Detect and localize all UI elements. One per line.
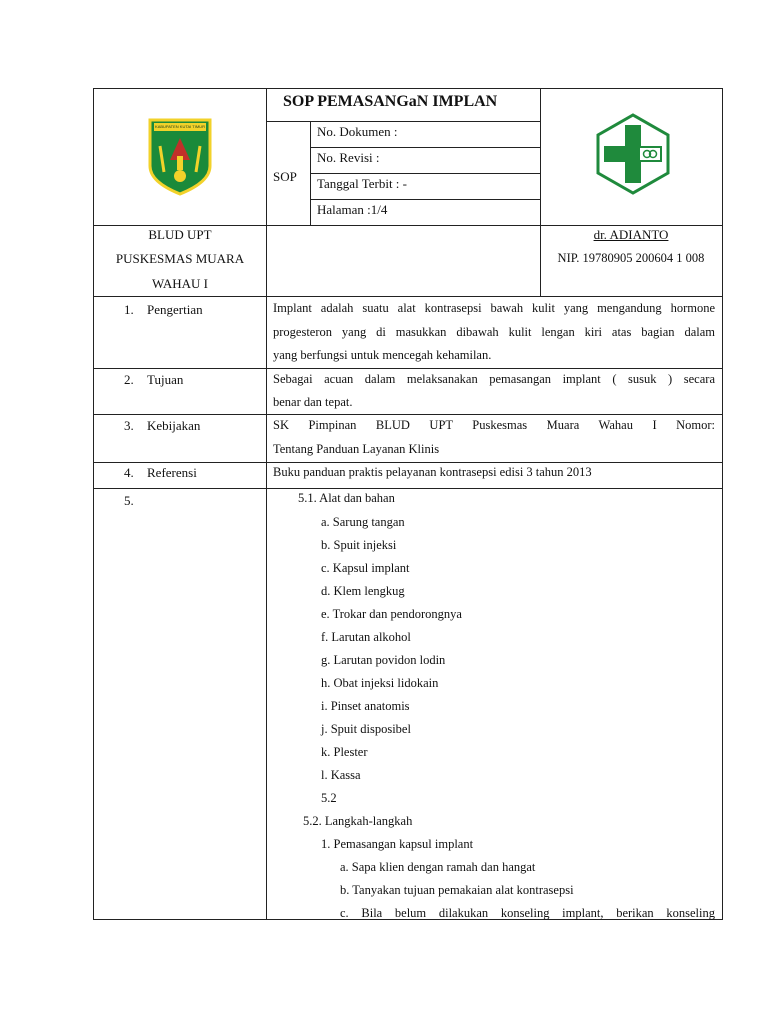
header-divider-left [266, 88, 267, 920]
substep-item: c. Bila belum dilakukan konseling implant, berikan konseling [340, 906, 715, 920]
row-text-line: benar dan tepat. [273, 395, 353, 409]
list-item: f. Larutan alkohol [321, 630, 411, 644]
table-border-top [93, 88, 723, 89]
signatory-nip: NIP. 19780905 200604 1 008 [557, 251, 705, 265]
list-item: j. Spuit disposibel [321, 722, 411, 736]
row-label: Kebijakan [147, 418, 201, 433]
header-bottom-line [93, 225, 723, 226]
row-text-line: Implant adalah suatu alat kontrasepsi bawah kulit yang mengandung hormone [273, 301, 715, 315]
sop-label: SOP [273, 169, 297, 184]
no-revisi: No. Revisi : [317, 150, 380, 165]
list-item: g. Larutan povidon lodin [321, 653, 446, 667]
meta-line-3 [310, 199, 540, 200]
row-text-line: yang berfungsi untuk mencegah kehamilan. [273, 348, 492, 362]
section-title-steps: 5.2. Langkah-langkah [303, 814, 413, 828]
row-line-2 [93, 414, 723, 415]
no-dokumen: No. Dokumen : [317, 124, 398, 139]
signatory-name: dr. ADIANTO [593, 227, 669, 242]
institution-bottom-line [93, 296, 723, 297]
meta-line-1 [310, 147, 540, 148]
substep-item: b. Tanyakan tujuan pemakaian alat kontrasepsi [340, 883, 574, 897]
table-border-left [93, 88, 94, 920]
list-item: a. Sarung tangan [321, 515, 405, 529]
substep-item: a. Sapa klien dengan ramah dan hangat [340, 860, 536, 874]
list-item: k. Plester [321, 745, 368, 759]
row-label: Tujuan [147, 372, 184, 387]
row-text-line: Tentang Panduan Layanan Klinis [273, 442, 440, 456]
row-number: 1. [124, 302, 134, 317]
row-text-line: SK Pimpinan BLUD UPT Puskesmas Muara Wahau I Nomor: [273, 418, 715, 432]
section-title-tools: 5.1. Alat dan bahan [298, 491, 395, 505]
row-number: 5. [124, 493, 134, 508]
table-border-right [722, 88, 723, 920]
list-item: c. Kapsul implant [321, 561, 410, 575]
regency-logo-text: KABUPATEN KUTAI TIMUR [155, 124, 205, 129]
row-text-line: Buku panduan praktis pelayanan kontrasepsi edisi 3 tahun 2013 [273, 465, 592, 479]
row-line-3 [93, 462, 723, 463]
row-label: Pengertian [147, 302, 203, 317]
list-item: e. Trokar dan pendorongnya [321, 607, 462, 621]
institution-line-3: WAHAU I [152, 276, 208, 291]
puskesmas-logo [595, 113, 671, 195]
row-number: 2. [124, 372, 134, 387]
regency-logo [146, 116, 214, 196]
institution-line-2: PUSKESMAS MUARA [115, 251, 245, 266]
title-row-line [266, 121, 540, 122]
row-label: Referensi [147, 465, 197, 480]
row-text-line: Sebagai acuan dalam melaksanakan pemasangan implant ( susuk ) secara [273, 372, 715, 386]
row-text-line: progesteron yang di masukkan dibawah kulit lengan kiri atas bagian dalam [273, 325, 715, 339]
row-number: 4. [124, 465, 134, 480]
row-number: 3. [124, 418, 134, 433]
institution-line-1: BLUD UPT [148, 227, 212, 242]
list-item: i. Pinset anatomis [321, 699, 410, 713]
row-line-1 [93, 368, 723, 369]
step-item: 1. Pemasangan kapsul implant [321, 837, 474, 851]
meta-line-2 [310, 173, 540, 174]
halaman: Halaman :1/4 [317, 202, 388, 217]
list-item: 5.2 [321, 791, 337, 805]
list-item: h. Obat injeksi lidokain [321, 676, 439, 690]
tanggal-terbit: Tanggal Terbit : - [317, 176, 407, 191]
list-item: d. Klem lengkug [321, 584, 405, 598]
row-line-4 [93, 488, 723, 489]
page-title: SOP PEMASANGaN IMPLAN [283, 93, 498, 110]
list-item: l. Kassa [321, 768, 361, 782]
list-item: b. Spuit injeksi [321, 538, 397, 552]
